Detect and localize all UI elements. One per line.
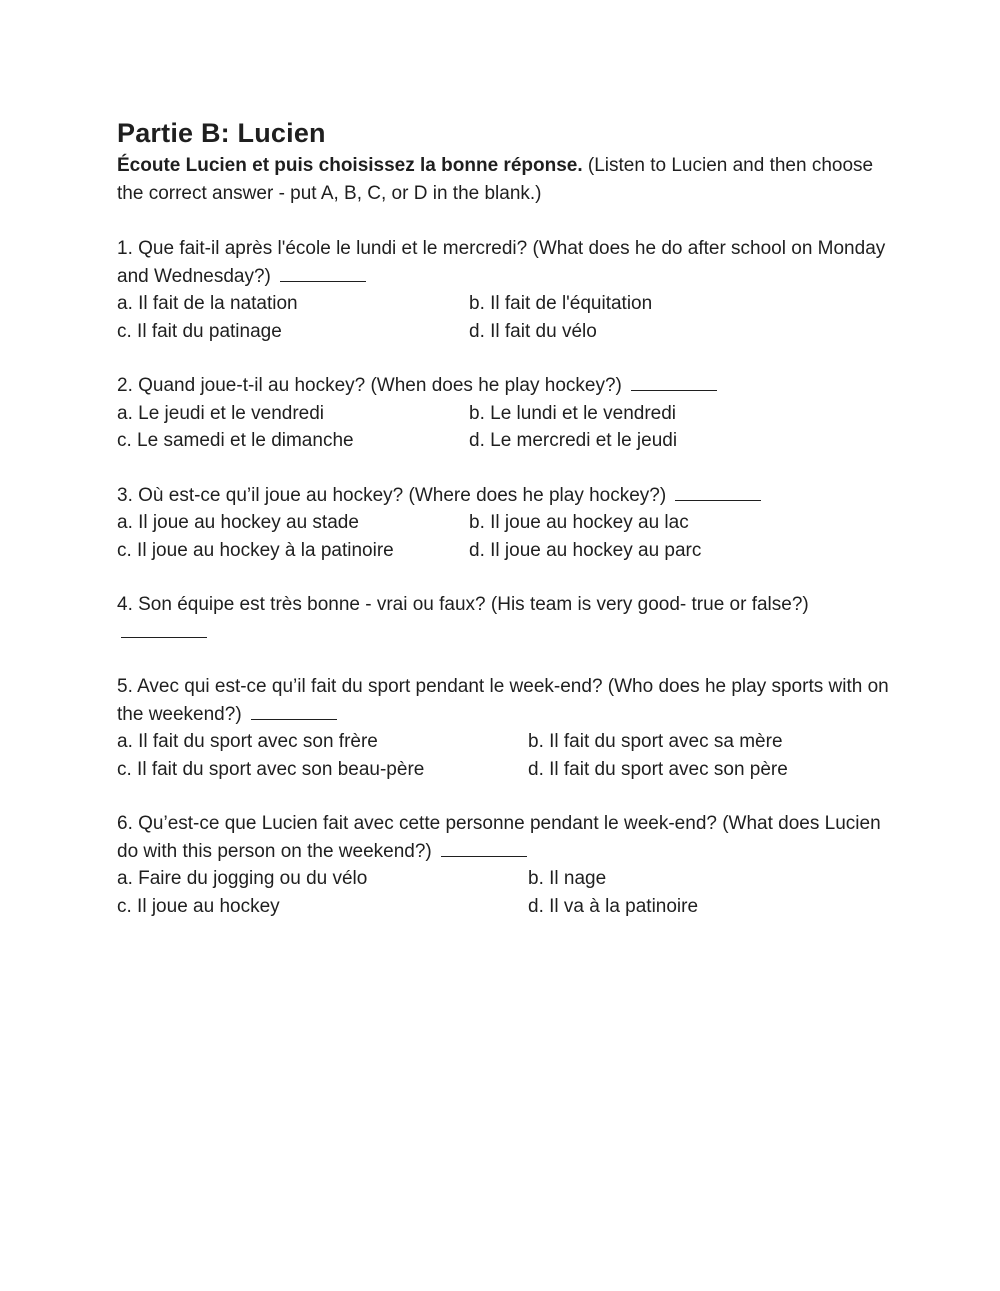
option-a: a. Il joue au hockey au stade [117,512,359,533]
option-a: a. Faire du jogging ou du vélo [117,868,368,889]
option-a: a. Il fait de la natation [117,293,298,314]
answer-blank[interactable] [675,483,761,501]
answer-blank[interactable] [251,702,337,720]
option-b: b. Il fait de l'équitation [469,293,653,314]
option-a: a. Le jeudi et le vendredi [117,402,325,424]
instructions-english: (Listen to Lucien and then choose the correct answer - put A, B, C, or D in the blank.) [117,155,874,204]
question-text: 5. Avec qui est-ce qu’il fait du sport pendant le week-end? (Who does he play sports with on the weekend?) [117,676,889,725]
answer-blank[interactable] [280,264,366,282]
question-5 [117,673,897,783]
option-d: d. Il fait du sport avec son père [528,758,788,780]
worksheet [117,116,897,920]
answer-blank[interactable] [441,839,527,857]
options [117,290,897,345]
option-b: b. Le lundi et le vendredi [469,402,677,424]
option-d: d. Il va à la patinoire [528,895,699,917]
option-c: c. Il fait du patinage [117,320,282,342]
question-3 [117,482,897,565]
answer-blank[interactable] [631,373,717,391]
option-c: c. Le samedi et le dimanche [117,430,354,451]
question-text: 1. Que fait-il après l'école le lundi et le mercredi? (What does he do after school on Monday and Wednesday?) [117,238,886,287]
question-4 [117,591,897,646]
options [117,400,897,455]
option-d: d. Il fait du vélo [469,320,597,342]
options [117,728,897,783]
instructions-french: Écoute Lucien et puis choisissez la bonne réponse. [117,155,583,176]
option-b: b. Il nage [528,868,607,889]
option-b: b. Il fait du sport avec sa mère [528,731,783,752]
option-c: c. Il joue au hockey à la patinoire [117,539,394,561]
option-c: c. Il fait du sport avec son beau-père [117,758,425,780]
answer-blank[interactable] [121,620,207,638]
options [117,865,897,920]
question-text: 3. Où est-ce qu’il joue au hockey? (Where does he play hockey?) [117,482,897,510]
question-text: 4. Son équipe est très bonne - vrai ou faux? (His team is very good- true or false?) [117,591,897,646]
option-d: d. Il joue au hockey au parc [469,539,702,561]
option-b: b. Il joue au hockey au lac [469,512,689,533]
page-title: Partie B: Lucien [117,118,326,148]
question-1 [117,235,897,345]
option-d: d. Le mercredi et le jeudi [469,430,678,451]
question-text: 6. Qu’est-ce que Lucien fait avec cette personne pendant le week-end? (What does Lucien do with this person on the weekend?) [117,813,881,862]
options [117,509,897,564]
question-2 [117,372,897,455]
question-text: 2. Quand joue-t-il au hockey? (When does he play hockey?) [117,372,897,400]
instructions [117,152,897,208]
option-c: c. Il joue au hockey [117,895,280,917]
option-a: a. Il fait du sport avec son frère [117,731,378,752]
question-6 [117,810,897,920]
